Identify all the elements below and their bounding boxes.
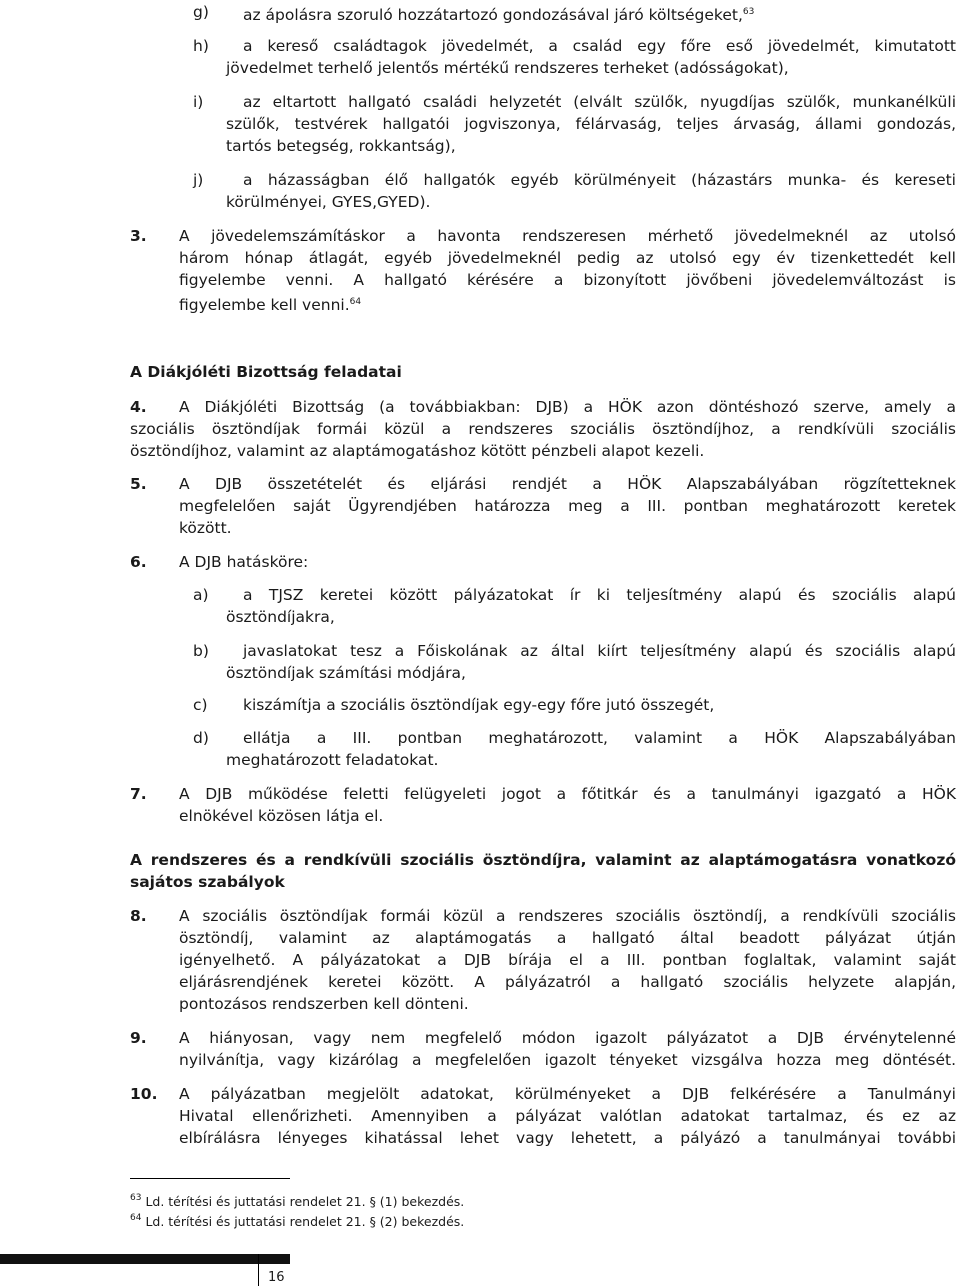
list-marker: a) — [193, 586, 209, 604]
footnote-separator — [130, 1178, 290, 1179]
footnote-ref[interactable]: 64 — [349, 297, 362, 307]
list-marker: i) — [193, 93, 204, 111]
paragraph-line: A jövedelemszámításkor a havonta rendszeresen mérhető jövedelmeknél az utolsó — [179, 227, 956, 245]
paragraph-number: 8. — [130, 907, 147, 925]
paragraph-line: eljárásrendjének keretei között. A pályázatról a hallgató szociális helyzete alapján, — [179, 973, 956, 991]
paragraph-line: között. — [179, 519, 232, 537]
paragraph-line: Hivatal ellenőrizheti. Amennyiben a pályázat valótlan adatokat tartalmaz, és ez az — [179, 1107, 956, 1125]
list-text: ellátja a III. pontban meghatározott, valamint a HÖK Alapszabályában — [243, 729, 956, 747]
paragraph-line: szociális ösztöndíjak formái közül a rendszeres szociális ösztöndíjhoz, a rendkívüli szociális — [130, 420, 956, 438]
list-text: az eltartott hallgató családi helyzetét (elvált szülők, nyugdíjas szülők, munkanélküli — [243, 93, 956, 111]
paragraph-number: 5. — [130, 475, 147, 493]
footnote-mark: 63 — [130, 1193, 142, 1203]
paragraph-line: elnökével közösen látja el. — [179, 807, 384, 825]
paragraph-number: 9. — [130, 1029, 147, 1047]
paragraph-line: A szociális ösztöndíjak formái közül a rendszeres szociális ösztöndíj, a rendkívüli szociális — [179, 907, 956, 925]
section-heading: A Diákjóléti Bizottság feladatai — [130, 363, 402, 381]
list-marker: h) — [193, 37, 209, 55]
list-text: a TJSZ keretei között pályázatokat ír ki teljesítmény alapú és szociális alapú — [243, 586, 956, 604]
paragraph-line: A hiányosan, vagy nem megfelelő módon igazolt pályázatot a DJB érvénytelenné — [179, 1029, 956, 1047]
list-text: a kereső családtagok jövedelmét, a család egy főre eső jövedelmét, kimutatott — [243, 37, 956, 55]
paragraph-line: ösztöndíjhoz, valamint az alaptámogatáshoz kötött pénzbeli alapot kezeli. — [130, 442, 705, 460]
paragraph-number: 4. — [130, 398, 147, 416]
paragraph-line: megfelelően saját Ügyrendjében határozza meg a III. pontban meghatározott keretek — [179, 497, 956, 515]
section-heading-line: A rendszeres és a rendkívüli szociális ösztöndíjra, valamint az alaptámogatásra vonatkozó — [130, 851, 956, 869]
footer-bar — [0, 1254, 290, 1264]
footnote: $^{64}$ Ld. térítési és juttatási rendelet 21. § (2) bekezdés. — [130, 1213, 465, 1229]
paragraph-number: 7. — [130, 785, 147, 803]
paragraph-number: 3. — [130, 227, 147, 245]
list-text: meghatározott feladatokat. — [226, 751, 439, 769]
footnote-mark: 64 — [130, 1213, 142, 1223]
paragraph-line: figyelembe venni. A hallgató kérésére a bizonyított jövőbeni jövedelemváltozást is — [179, 271, 956, 289]
list-marker: d) — [193, 729, 209, 747]
list-text: tartós betegség, rokkantság), — [226, 137, 456, 155]
paragraph-line: A Diákjóléti Bizottság (a továbbiakban: DJB) a HÖK azon döntéshozó szerve, amely a — [179, 398, 956, 416]
list-text: ösztöndíjakra, — [226, 608, 335, 626]
page-number: 16 — [268, 1270, 285, 1285]
paragraph-line: A DJB összetételét és eljárási rendjét a HÖK Alapszabályában rögzítetteknek — [179, 475, 956, 493]
paragraph-line: elbírálásra lényeges kihatással lehet vagy lehetett, a pályázó a tanulmányai további — [179, 1129, 956, 1147]
footnote-ref[interactable]: 63 — [742, 7, 755, 17]
paragraph-line: nyilvánítja, vagy kizárólag a megfelelően igazolt tényeket vizsgálva hozza meg döntését. — [179, 1051, 956, 1069]
footnote: $^{63}$ Ld. térítési és juttatási rendelet 21. § (1) bekezdés. — [130, 1193, 465, 1209]
paragraph-line: három hónap átlagát, egyéb jövedelmeknél pedig az utolsó egy év tizenkettedét kell — [179, 249, 956, 267]
list-text: az ápolásra szoruló hozzátartozó gondozásával járó költségeket,$^{63}$ — [243, 6, 755, 24]
list-text: szülők, testvérek hallgatói jogviszonya, félárvaság, teljes árvaság, állami gondozás, — [226, 115, 956, 133]
list-marker: c) — [193, 696, 208, 714]
paragraph-number: 10. — [130, 1085, 158, 1103]
paragraph-line: figyelembe kell venni.$^{64}$ — [179, 296, 362, 314]
section-heading-line: sajátos szabályok — [130, 873, 285, 891]
list-marker: b) — [193, 642, 209, 660]
paragraph-number: 6. — [130, 553, 147, 571]
paragraph-line: A DJB működése feletti felügyeleti jogot a főtitkár és a tanulmányi igazgató a HÖK — [179, 785, 956, 803]
paragraph-line: ösztöndíj, valamint az alaptámogatás a hallgató által beadott pályázat útján — [179, 929, 956, 947]
list-text: kiszámítja a szociális ösztöndíjak egy-egy főre jutó összegét, — [243, 696, 715, 714]
list-marker: g) — [193, 3, 209, 21]
list-text: ösztöndíjak számítási módjára, — [226, 664, 466, 682]
paragraph-line: pontozásos rendszerben kell dönteni. — [179, 995, 469, 1013]
list-marker: j) — [193, 171, 204, 189]
list-text: javaslatokat tesz a Főiskolának az által kiírt teljesítmény alapú és szociális alapú — [243, 642, 956, 660]
list-text: körülményei, GYES,GYED). — [226, 193, 431, 211]
paragraph-line: A DJB hatásköre: — [179, 553, 309, 571]
list-text: a házasságban élő hallgatók egyéb körülményeit (házastárs munka- és kereseti — [243, 171, 956, 189]
list-text: jövedelmet terhelő jelentős mértékű rendszeres terheket (adósságokat), — [226, 59, 789, 77]
paragraph-line: A pályázatban megjelölt adatokat, körülményeket a DJB felkérésére a Tanulmányi — [179, 1085, 956, 1103]
paragraph-line: igényelhető. A pályázatokat a DJB bírája el a III. pontban foglaltak, valamint saját — [179, 951, 956, 969]
